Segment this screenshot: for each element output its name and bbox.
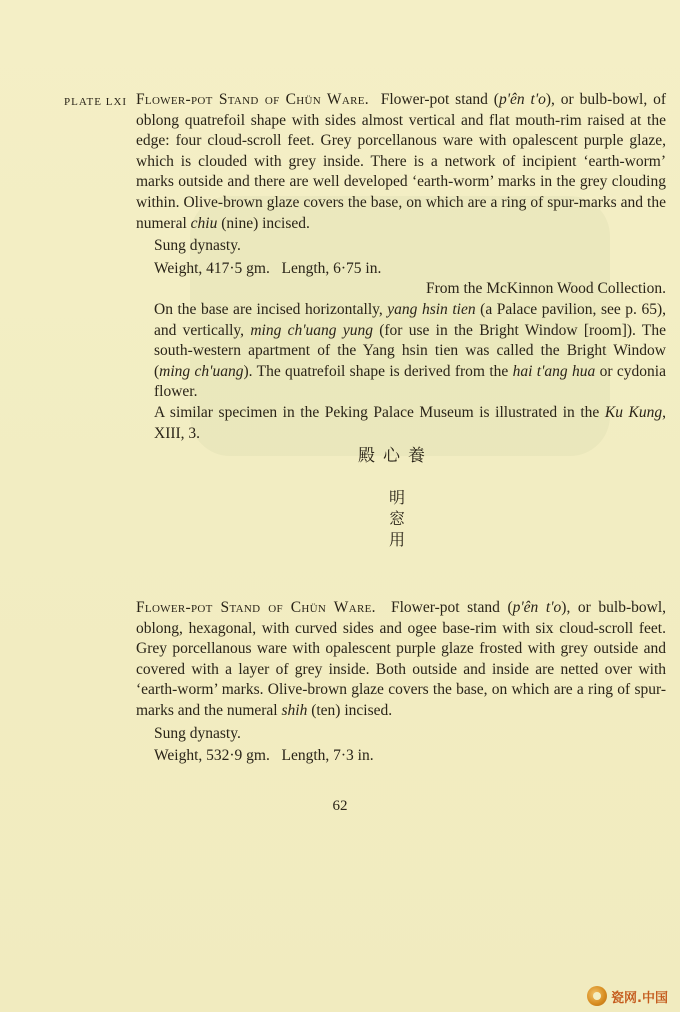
entry-2-measurements: Weight, 532·9 gm. Length, 7·3 in. (154, 747, 374, 765)
entry-1-body: Flower-pot stand (p'ên t'o), or bulb-bowl, of oblong quatrefoil shape with sides almost vertical and flat mouth-rim raised at the edge: four cloud-scroll feet. Grey porcellanous ware with opalescent purple glaze, which is clouded with grey inside. There is a network of incipient ‘earth-worm’ marks outside and there are well developed ‘earth-worm’ marks in the grey clouding within. Olive-brown glaze covers the base, on which are a ring of spur-marks and the numeral chiu (nine) incised. (136, 91, 666, 232)
entry-2-description (136, 598, 666, 722)
entry-2-dynasty: Sung dynasty. (154, 724, 241, 742)
entry-2-heading: Flower-pot Stand of Chün Ware. (136, 599, 376, 616)
entry-1-dynasty: Sung dynasty. (154, 237, 241, 255)
entry-1-heading: Flower-pot Stand of Chün Ware. (136, 91, 369, 108)
inscription-paragraph-2: A similar specimen in the Peking Palace Museum is illustrated in the Ku Kung, XIII, 3. (154, 403, 667, 442)
entry-2 (136, 598, 666, 767)
logo-icon (587, 986, 607, 1006)
entry-1-collection: From the McKinnon Wood Collection. (426, 280, 666, 298)
watermark-text: 瓷网.中国 (611, 990, 668, 1006)
entry-1-measurements: Weight, 417·5 gm. Length, 6·75 in. (154, 259, 382, 277)
inscription-char: 用 (389, 530, 406, 549)
entry-1 (136, 90, 666, 300)
entry-2-body: Flower-pot stand (p'ên t'o), or bulb-bowl, oblong, hexagonal, with curved sides and ogee base-rim with six cloud-scroll feet. Grey porcellanous ware with opalescent purple glaze frosted with grey outside and covered with a layer of grey inside. Both outside and inside are netted over with ‘earth-worm’ marks. Olive-brown glaze covers the base, on which are a ring of spur-marks and the numeral shih (ten) incised. (136, 599, 667, 719)
inscription-vertical (389, 487, 409, 550)
inscription-horizontal: 殿心養 (358, 446, 433, 466)
inscription-paragraph-1: On the base are incised horizontally, yang hsin tien (a Palace pavilion, see p. 65), and vertically, ming ch'uang yung (for use in the Bright Window [room]). The south-western apartment of the Yang hsin tien was called the Bright Window (ming ch'uang). The quatrefoil shape is derived from the hai t'ang hua or cydonia flower. (154, 301, 666, 401)
inscription-char: 窓 (389, 509, 406, 528)
plate-label: PLATE LXI (64, 96, 128, 108)
entry-1-description (136, 90, 666, 234)
inscription-char: 明 (389, 488, 406, 507)
inscription-note (136, 300, 666, 444)
watermark (587, 986, 668, 1006)
page-number: 62 (332, 798, 348, 814)
